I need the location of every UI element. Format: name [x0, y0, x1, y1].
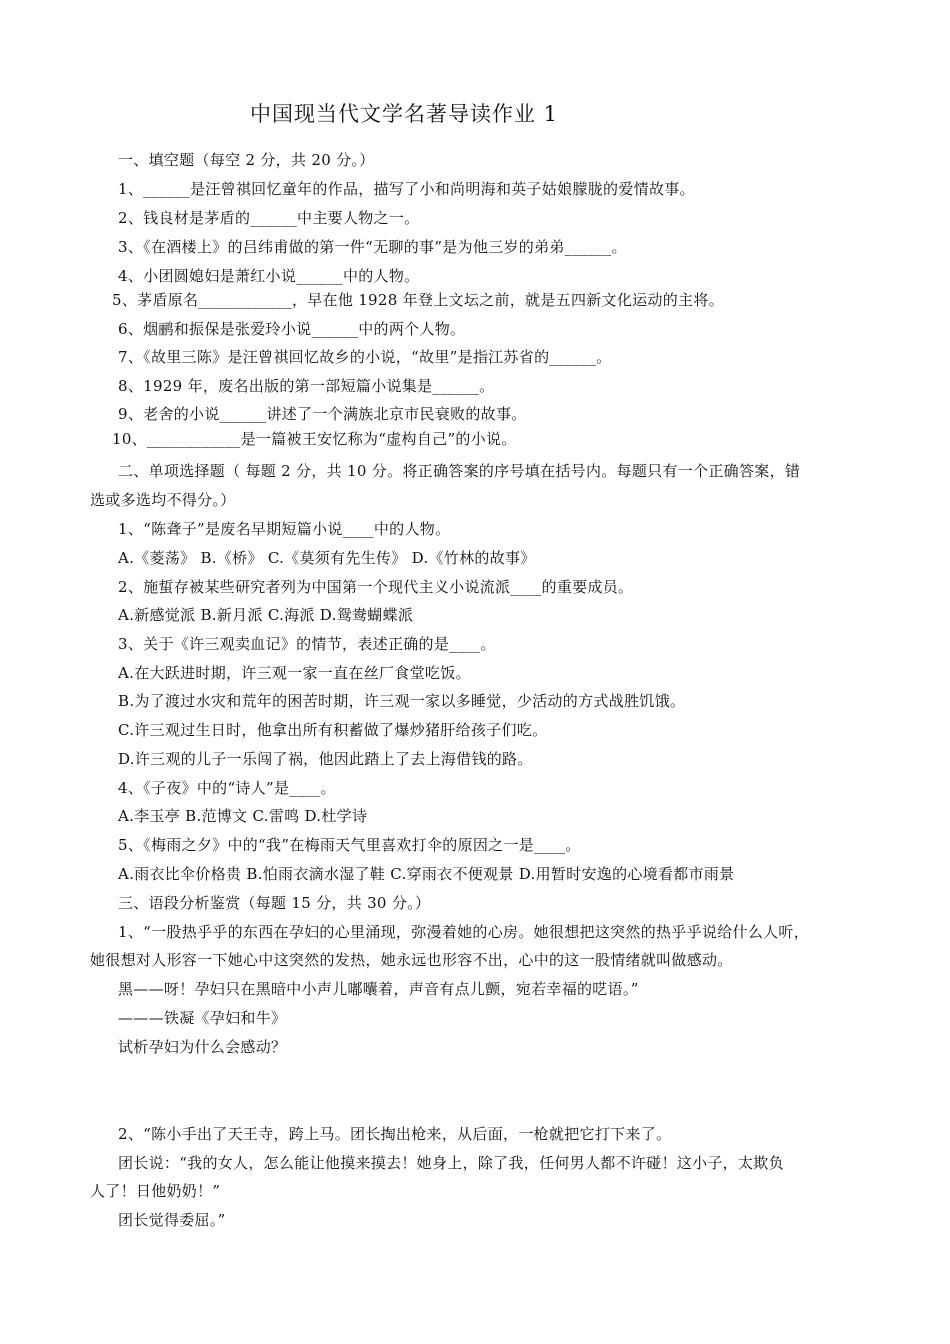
fill-question-5: 5、茅盾原名____________，早在他 1928 年登上文坛之前，就是五四新文化运动的主将。: [112, 291, 724, 309]
analysis-q1-line1: 1、“一股热乎乎的东西在孕妇的心里涌现，弥漫着她的心房。她很想把这突然的热乎乎说给什么人听，: [118, 923, 810, 941]
choice-options-4: A.李玉亭 B.范博文 C.雷鸣 D.杜学诗: [118, 807, 368, 825]
fill-question-6: 6、烟鹂和振保是张爱玲小说______中的两个人物。: [118, 320, 466, 338]
fill-question-2: 2、钱良材是茅盾的______中主要人物之一。: [118, 209, 420, 227]
choice-option-3b: B.为了渡过水灾和荒年的困苦时期，许三观一家以多睡觉，少活动的方式战胜饥饿。: [118, 692, 686, 710]
choice-question-1: 1、“陈聋子”是废名早期短篇小说____中的人物。: [118, 520, 451, 538]
analysis-q1-question: 试析孕妇为什么会感动？: [118, 1038, 287, 1056]
analysis-q2-line1: 2、“陈小手出了天王寺，跨上马。团长掏出枪来，从后面，一枪就把它打下来了。: [118, 1125, 672, 1143]
fill-question-10: 10、____________是一篇被王安忆称为“虚构自己”的小说。: [112, 430, 517, 448]
analysis-q2-line2: 团长说：“我的女人，怎么能让他摸来摸去！她身上，除了我，任何男人都不许碰！这小子，太欺负: [118, 1154, 784, 1172]
choice-options-5: A.雨衣比伞价格贵 B.怕雨衣滴水湿了鞋 C.穿雨衣不便观景 D.用暂时安逸的心境看都市雨景: [118, 865, 735, 883]
choice-question-3: 3、关于《许三观卖血记》的情节，表述正确的是____。: [118, 635, 496, 653]
choice-option-3c: C.许三观过生日时，他拿出所有积蓄做了爆炒猪肝给孩子们吃。: [118, 721, 548, 739]
fill-question-4: 4、小团圆媳妇是萧红小说______中的人物。: [118, 267, 420, 285]
choice-options-1: A.《菱荡》 B.《桥》 C.《莫须有先生传》 D.《竹林的故事》: [118, 549, 536, 567]
page-title: 中国现当代文学名著导读作业 1: [250, 102, 559, 126]
fill-question-3: 3、《在酒楼上》的吕纬甫做的第一件“无聊的事”是为他三岁的弟弟______。: [118, 238, 627, 256]
fill-question-8: 8、1929 年，废名出版的第一部短篇小说集是______。: [118, 377, 495, 395]
analysis-q2-line3: 人了！日他奶奶！”: [90, 1182, 221, 1200]
choice-question-4: 4、《子夜》中的“诗人”是____。: [118, 779, 336, 797]
analysis-q1-line2: 她很想对人形容一下她心中这突然的发热，她永远也形容不出，心中的这一股情绪就叫做感动。: [90, 951, 733, 969]
analysis-q1-line3: 黑——呀！孕妇只在黑暗中小声儿嘟囔着，声音有点儿颤，宛若幸福的呓语。”: [118, 980, 639, 998]
choice-option-3d: D.许三观的儿子一乐闯了祸，他因此踏上了去上海借钱的路。: [118, 750, 533, 768]
fill-question-7: 7、《故里三陈》是汪曾祺回忆故乡的小说，“故里”是指江苏省的______。: [118, 348, 612, 366]
section3-heading: 三、语段分析鉴赏（每题 15 分，共 30 分。）: [118, 894, 431, 912]
fill-question-1: 1、______是汪曾祺回忆童年的作品，描写了小和尚明海和英子姑娘朦胧的爱情故事。: [118, 180, 695, 198]
choice-option-3a: A.在大跃进时期，许三观一家一直在丝厂食堂吃饭。: [118, 664, 471, 682]
analysis-q2-line4: 团长觉得委屈。”: [118, 1211, 226, 1229]
section2-heading-line2: 选或多选均不得分。）: [90, 491, 236, 509]
fill-question-9: 9、老舍的小说______讲述了一个满族北京市民衰败的故事。: [118, 405, 527, 423]
section1-heading: 一、填空题（每空 2 分，共 20 分。）: [118, 151, 375, 169]
choice-question-2: 2、施蜇存被某些研究者列为中国第一个现代主义小说流派____的重要成员。: [118, 578, 634, 596]
section2-heading-line1: 二、单项选择题（ 每题 2 分，共 10 分。将正确答案的序号填在括号内。每题只有一个正确答案，错: [118, 462, 801, 480]
analysis-q1-source: ———铁凝《孕妇和牛》: [118, 1009, 287, 1027]
choice-options-2: A.新感觉派 B.新月派 C.海派 D.鸳鸯蝴蝶派: [118, 606, 414, 624]
choice-question-5: 5、《梅雨之夕》中的“我”在梅雨天气里喜欢打伞的原因之一是____。: [118, 836, 581, 854]
